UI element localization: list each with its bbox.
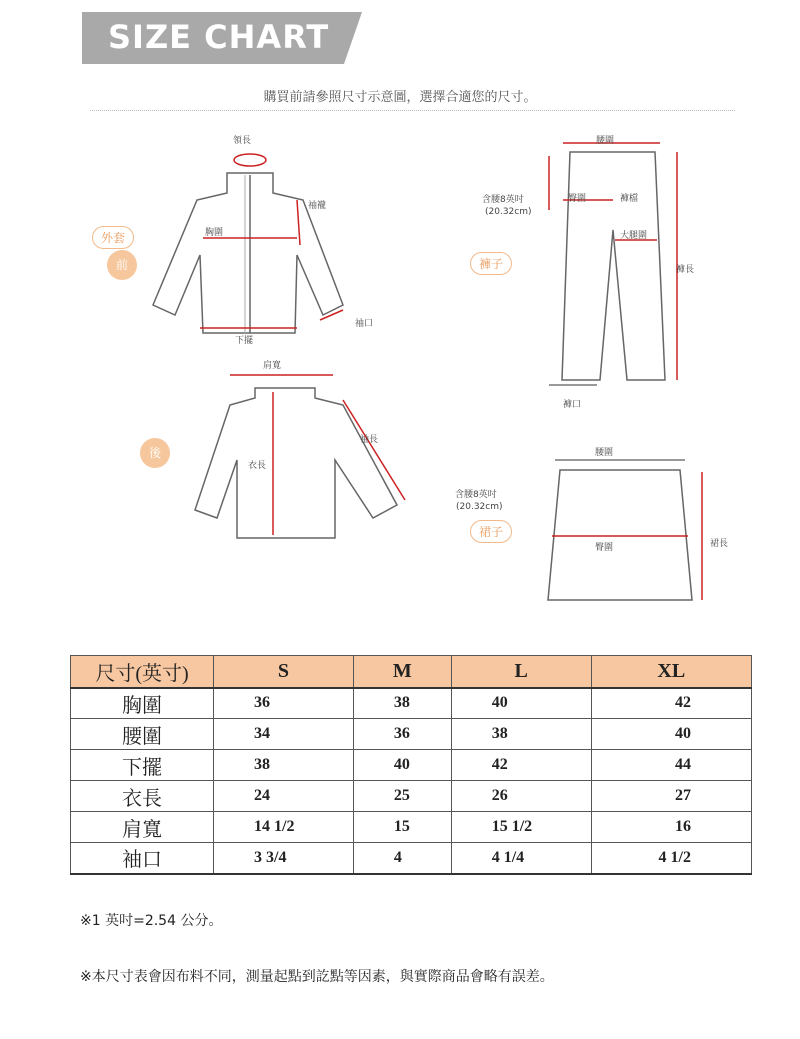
header-label: 尺寸(英寸) xyxy=(71,656,214,688)
cell-value: 24 xyxy=(214,781,354,812)
cell-value: 3 3/4 xyxy=(214,843,354,874)
cell-value: 42 xyxy=(591,688,751,719)
cell-value: 40 xyxy=(591,719,751,750)
table-header-row xyxy=(71,656,752,688)
row-label: 袖口 xyxy=(71,843,214,874)
intro-text: 購買前請參照尺寸示意圖，選擇合適您的尺寸。 xyxy=(263,90,537,105)
pants-crotch-label: 褲檔 xyxy=(620,194,639,204)
row-label: 衣長 xyxy=(71,781,214,812)
chest-label: 胸圍 xyxy=(205,228,224,238)
size-table xyxy=(70,655,752,875)
table-row xyxy=(71,719,752,750)
cell-value: 36 xyxy=(214,688,354,719)
divider xyxy=(90,110,735,111)
cell-value: 15 1/2 xyxy=(451,812,591,843)
body-length-label: 衣長 xyxy=(248,461,267,471)
row-label: 肩寬 xyxy=(71,812,214,843)
hem-label: 下擺 xyxy=(235,336,254,346)
cell-value: 4 1/4 xyxy=(451,843,591,874)
cell-value: 38 xyxy=(451,719,591,750)
row-label: 下擺 xyxy=(71,750,214,781)
cell-value: 27 xyxy=(591,781,751,812)
table-row xyxy=(71,781,752,812)
sleeve-length-label: 袖長 xyxy=(360,435,379,445)
disclaimer-note: ※本尺寸表會因布料不同，測量起點到訖點等因素，與實際商品會略有誤差。 xyxy=(80,969,554,985)
skirt-length-label: 裙長 xyxy=(710,539,729,549)
pants-note-line2: (20.32cm) xyxy=(485,207,532,217)
cell-value: 26 xyxy=(451,781,591,812)
cell-value: 38 xyxy=(214,750,354,781)
size-s-header: S xyxy=(214,656,354,688)
skirt-note-line2: (20.32cm) xyxy=(456,502,503,512)
table-row xyxy=(71,812,752,843)
size-m-header: M xyxy=(353,656,451,688)
pants-length-label: 褲長 xyxy=(676,265,695,275)
jacket-front-illustration xyxy=(145,145,375,345)
skirt-waist-label: 腰圍 xyxy=(595,448,614,458)
cell-value: 38 xyxy=(353,688,451,719)
table-row xyxy=(71,843,752,874)
table-row xyxy=(71,688,752,719)
pants-tag: 褲子 xyxy=(470,252,512,275)
cell-value: 42 xyxy=(451,750,591,781)
front-badge: 前 xyxy=(107,250,137,280)
cell-value: 4 1/2 xyxy=(591,843,751,874)
cell-value: 14 1/2 xyxy=(214,812,354,843)
shoulder-label: 肩寬 xyxy=(263,361,282,371)
pants-hem-label: 褲口 xyxy=(563,400,582,410)
pants-illustration xyxy=(535,140,695,395)
conversion-note: ※1 英吋=2.54 公分。 xyxy=(80,913,223,929)
cell-value: 15 xyxy=(353,812,451,843)
pants-hip-label: 臀圍 xyxy=(568,194,587,204)
sleeve-seam-label: 袖襱 xyxy=(308,201,327,211)
size-l-header: L xyxy=(451,656,591,688)
pants-thigh-label: 大腿圍 xyxy=(620,231,648,241)
collar-label: 領長 xyxy=(233,136,252,146)
cuff-label: 袖口 xyxy=(355,319,374,329)
cell-value: 44 xyxy=(591,750,751,781)
pants-waist-label: 腰圍 xyxy=(596,136,615,146)
back-badge: 後 xyxy=(140,438,170,468)
cell-value: 36 xyxy=(353,719,451,750)
cell-value: 4 xyxy=(353,843,451,874)
jacket-tag: 外套 xyxy=(92,226,134,249)
row-label: 胸圍 xyxy=(71,688,214,719)
pants-note-line1: 含腰8英吋 xyxy=(482,195,524,205)
jacket-back-illustration xyxy=(175,370,415,550)
skirt-illustration xyxy=(520,440,720,610)
cell-value: 40 xyxy=(451,688,591,719)
size-xl-header: XL xyxy=(591,656,751,688)
cell-value: 25 xyxy=(353,781,451,812)
row-label: 腰圍 xyxy=(71,719,214,750)
cell-value: 40 xyxy=(353,750,451,781)
banner-title: SIZE CHART xyxy=(108,18,330,56)
skirt-hip-label: 臀圍 xyxy=(595,543,614,553)
table-row xyxy=(71,750,752,781)
cell-value: 34 xyxy=(214,719,354,750)
skirt-note-line1: 含腰8英吋 xyxy=(455,490,497,500)
skirt-tag: 裙子 xyxy=(470,520,512,543)
cell-value: 16 xyxy=(591,812,751,843)
